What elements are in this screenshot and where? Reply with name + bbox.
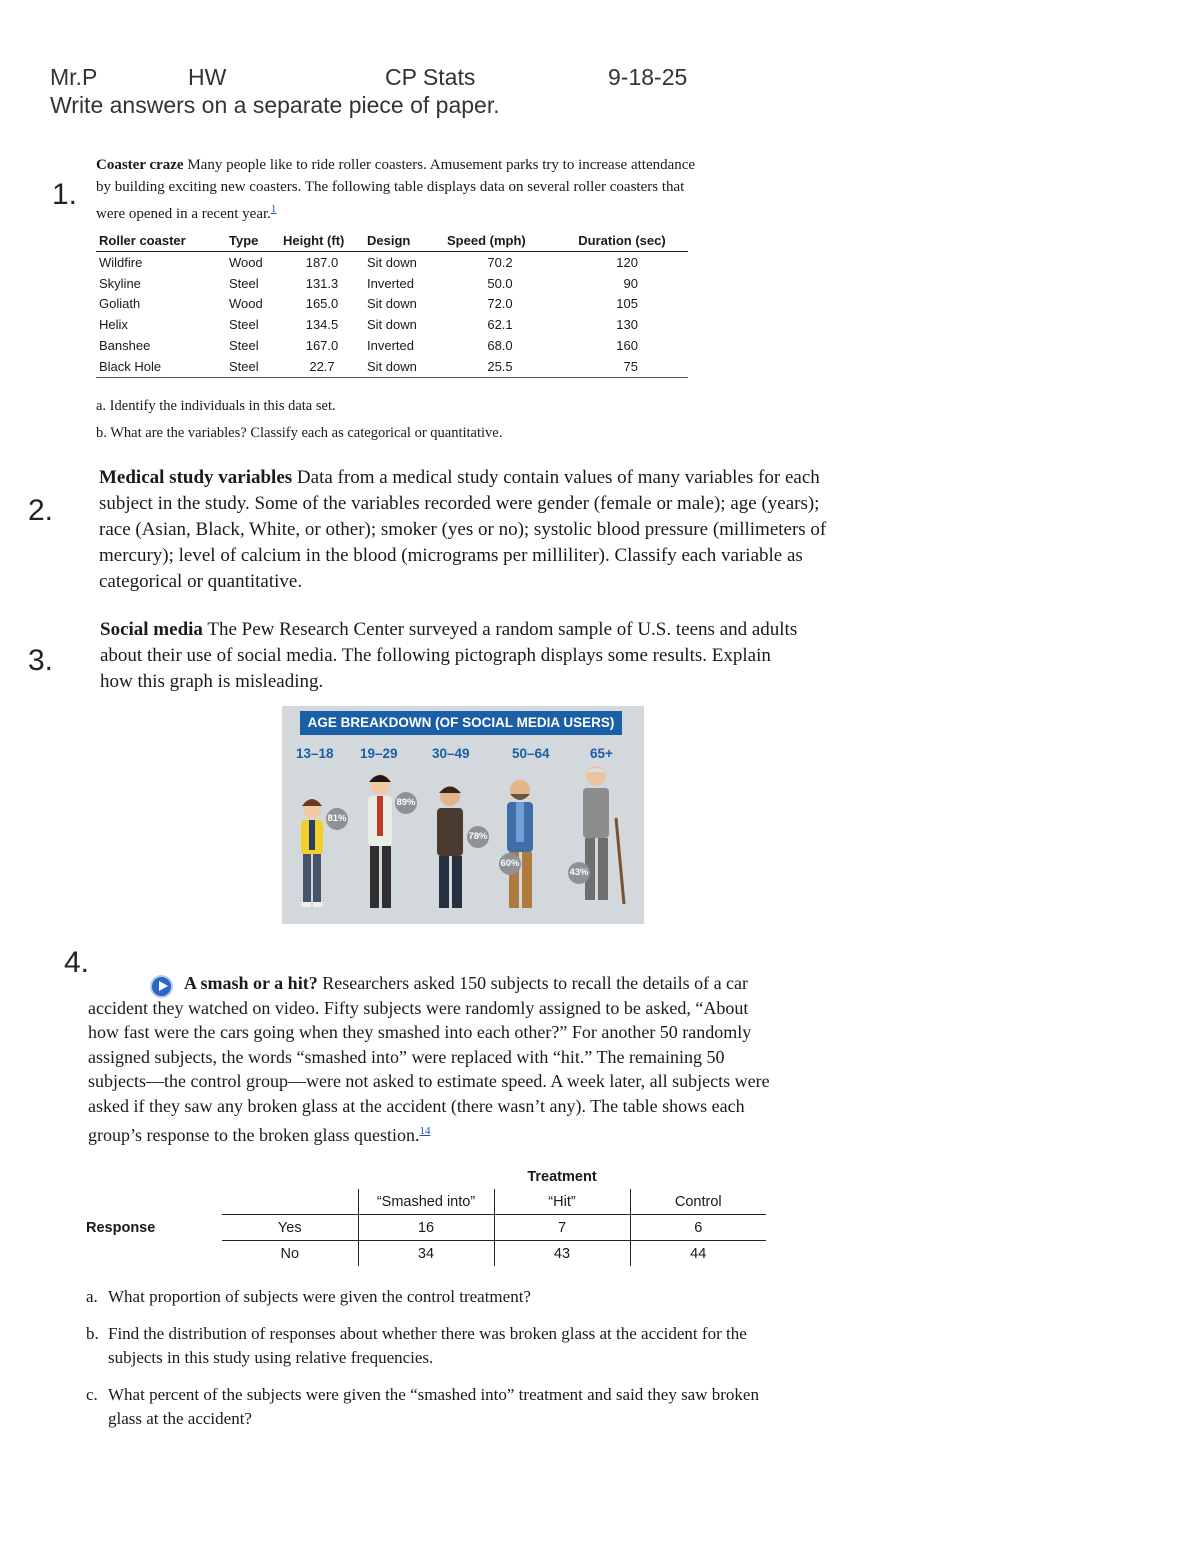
q1-intro [96, 154, 696, 225]
table-cell: 16 [358, 1215, 494, 1241]
table-cell: 50.0 [487, 275, 513, 291]
question-number-1: 1. [52, 178, 78, 211]
table-cell: Sit down [364, 356, 444, 377]
q4-title: A smash or a hit? [184, 973, 318, 993]
header-instructions: Write answers on a separate piece of paper. [50, 92, 500, 118]
response-header: Response [86, 1219, 156, 1236]
roller-coaster-table [96, 230, 688, 378]
q4-text: Researchers asked 150 subjects to recall the details of a car accident they watched on video. Fifty subjects were randomly assigned to be asked, “About how fast were the cars going when they smashed into each other?” For another 50 randomly assigned subjects, the words “smashed into” were replaced with “hit.” The remaining 50 subjects—the control group—were not asked to estimate speed. A week later, all subjects were asked if they saw any broken glass at the accident (there wasn’t any). The table shows each group’s response to the broken glass question. [88, 973, 770, 1145]
q2-title: Medical study variables [99, 467, 293, 488]
table-cell: 6 [630, 1215, 766, 1241]
age-label-13-18: 13–18 [296, 746, 334, 761]
age-label-50-64: 50–64 [512, 746, 550, 761]
q1-part-b: b. What are the variables? Classify each as categorical or quantitative. [96, 425, 503, 441]
table-cell: Black Hole [96, 356, 226, 377]
header-date: 9-18-25 [608, 64, 688, 90]
person-young-adult-icon [368, 774, 392, 908]
row-label-no: No [280, 1245, 300, 1262]
table-row [96, 273, 688, 294]
question-number-3: 3. [28, 644, 54, 677]
q3-title: Social media [100, 619, 203, 640]
person-teen-icon [301, 799, 323, 907]
table-row [96, 294, 688, 315]
table-cell: Helix [99, 317, 128, 333]
table-cell: 90 [623, 275, 638, 291]
table-cell: 131.3 [305, 275, 339, 291]
table-header-row [96, 230, 688, 252]
part-label: b. [86, 1324, 99, 1343]
table-cell: 44 [630, 1241, 766, 1267]
percent-badge-19-29: 89% [395, 792, 417, 814]
percent-badge-30-49: 78% [467, 826, 489, 848]
q4-body [88, 971, 778, 1147]
table-cell: 7 [494, 1215, 630, 1241]
table-cell: 167.0 [305, 338, 339, 354]
q2-body [99, 465, 839, 595]
table-row [86, 1215, 766, 1241]
column-header: Design [364, 230, 444, 252]
age-label-19-29: 19–29 [360, 746, 398, 761]
part-text: What percent of the subjects were given the “smashed into” treatment and said they saw broken glass at the accident? [108, 1385, 759, 1428]
column-header: Roller coaster [96, 230, 226, 252]
percent-badge-50-64: 60% [499, 853, 521, 875]
table-row [96, 335, 688, 356]
table-cell: Sit down [367, 296, 417, 312]
table-row [96, 314, 688, 335]
question-number-2: 2. [28, 494, 54, 527]
table-row [96, 356, 688, 377]
q2-text: Data from a medical study contain values of many variables for each subject in the study. Some of the variables recorded were gender (female or male); age (years); race (Asian, Black, White, or other); smoker (yes or no); systolic blood pressure (millimeters of mercury); level of calcium in the blood (micrograms per milliliter). Classify each variable as categorical or quantitative. [99, 467, 827, 592]
table-cell: 165.0 [305, 296, 339, 312]
table-cell: 62.1 [487, 317, 513, 333]
q1-part-a: a. Identify the individuals in this data set. [96, 398, 336, 414]
q1-title: Coaster craze [96, 157, 184, 173]
broken-glass-table [86, 1164, 766, 1266]
table-cell: Sit down [367, 317, 417, 333]
table-cell: Steel [229, 317, 259, 333]
table-cell: 160 [616, 338, 638, 354]
column-header: Duration (sec) [556, 230, 688, 252]
q4-part-c [86, 1383, 788, 1431]
table-cell: 120 [616, 254, 638, 270]
table-cell: Wood [229, 254, 263, 270]
table-cell: Steel [229, 338, 259, 354]
q1-text: Many people like to ride roller coasters. Amusement parks try to increase attendance by building exciting new coasters. The following table displays data on several roller coasters that were opened in a recent year. [96, 157, 696, 222]
q3-text: The Pew Research Center surveyed a random sample of U.S. teens and adults about their use of social media. The following pictograph displays some results. Explain how this graph is misleading. [100, 619, 798, 692]
q4-footnote-link[interactable]: 14 [419, 1124, 431, 1137]
part-text: What proportion of subjects were given the control treatment? [108, 1287, 531, 1306]
table-cell: Sit down [367, 254, 417, 270]
table-cell: Goliath [99, 296, 141, 312]
header-type: HW [188, 64, 227, 90]
treatment-header: Treatment [527, 1168, 597, 1185]
column-header-smashed: “Smashed into” [358, 1189, 494, 1215]
table-cell: 70.2 [487, 254, 513, 270]
column-header: Height (ft) [280, 230, 364, 252]
column-header-hit: “Hit” [494, 1189, 630, 1215]
part-label: c. [86, 1385, 98, 1404]
table-cell: Banshee [99, 338, 151, 354]
table-cell: 75 [556, 356, 688, 377]
table-cell: 187.0 [305, 254, 339, 270]
table-cell: Steel [229, 275, 259, 291]
table-cell: 130 [616, 317, 638, 333]
part-text: Find the distribution of responses about whether there was broken glass at the accident for the subjects in this study using relative frequencies. [108, 1324, 747, 1367]
column-header-control: Control [630, 1189, 766, 1215]
header-teacher: Mr.P [50, 64, 98, 90]
table-cell: Wildfire [99, 254, 143, 270]
table-cell: 134.5 [305, 317, 339, 333]
percent-badge-13-18: 81% [326, 808, 348, 830]
pictograph-title: AGE BREAKDOWN (OF SOCIAL MEDIA USERS) [300, 711, 622, 735]
q4-part-a [86, 1285, 766, 1309]
social-media-pictograph [282, 706, 644, 924]
table-cell: Inverted [367, 338, 414, 354]
table-cell: 43 [494, 1241, 630, 1267]
table-row [86, 1241, 766, 1267]
person-senior-icon [583, 766, 624, 904]
table-cell: Steel [226, 356, 280, 377]
percent-badge-65-plus: 43% [568, 862, 590, 884]
table-row [96, 252, 688, 273]
person-adult-icon [437, 786, 463, 908]
part-label: a. [86, 1287, 98, 1306]
table-cell: Wood [229, 296, 263, 312]
table-cell: 22.7 [280, 356, 364, 377]
q1-footnote-link[interactable]: 1 [270, 203, 277, 215]
table-cell: 68.0 [487, 338, 513, 354]
q4-part-b [86, 1322, 798, 1370]
question-number-4: 4. [64, 946, 90, 979]
column-header: Speed (mph) [444, 230, 556, 252]
table-cell: 34 [358, 1241, 494, 1267]
q3-body [100, 617, 800, 695]
table-cell: 72.0 [487, 296, 513, 312]
table-cell: Skyline [99, 275, 141, 291]
age-label-65-plus: 65+ [590, 746, 613, 761]
age-label-30-49: 30–49 [432, 746, 470, 761]
table-cell: 25.5 [444, 356, 556, 377]
header-course: CP Stats [385, 64, 476, 90]
table-cell: Inverted [367, 275, 414, 291]
row-label-yes: Yes [222, 1215, 358, 1241]
column-header: Type [226, 230, 280, 252]
table-cell: 105 [616, 296, 638, 312]
person-middle-age-icon [507, 780, 533, 908]
